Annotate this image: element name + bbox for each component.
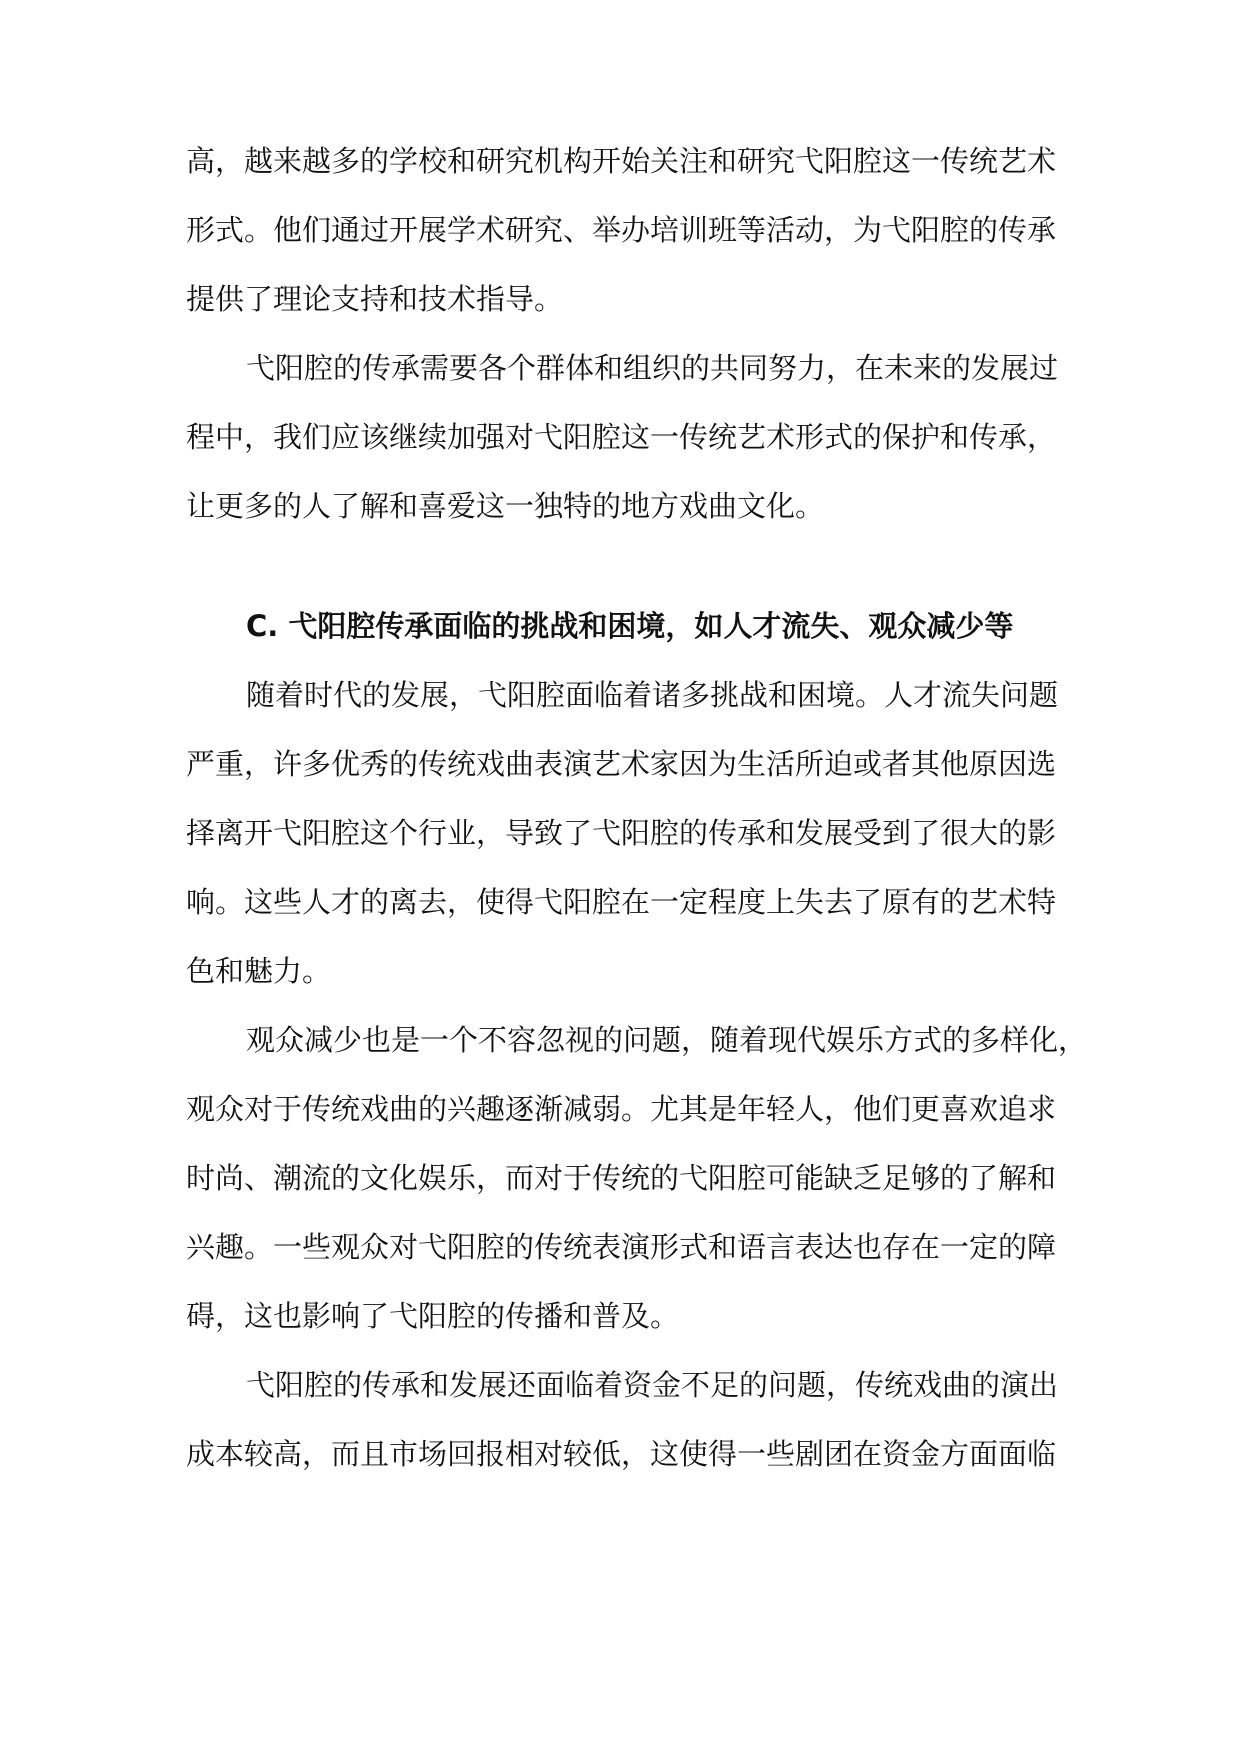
paragraph-line: 程中，我们应该继续加强对弋阳腔这一传统艺术形式的保护和传承， bbox=[186, 420, 1057, 454]
paragraph-line: 响。这些人才的离去，使得弋阳腔在一定程度上失去了原有的艺术特 bbox=[186, 885, 1057, 919]
paragraph-line: 提供了理论支持和技术指导。 bbox=[186, 282, 564, 316]
paragraph-line: 高，越来越多的学校和研究机构开始关注和研究弋阳腔这一传统艺术 bbox=[186, 144, 1057, 178]
paragraph-line: 择离开弋阳腔这个行业，导致了弋阳腔的传承和发展受到了很大的影 bbox=[186, 816, 1057, 850]
paragraph-line: 兴趣。一些观众对弋阳腔的传统表演形式和语言表达也存在一定的障 bbox=[186, 1230, 1057, 1264]
paragraph-line: 弋阳腔的传承和发展还面临着资金不足的问题，传统戏曲的演出 bbox=[246, 1368, 1059, 1402]
paragraph-line: 观众对于传统戏曲的兴趣逐渐减弱。尤其是年轻人，他们更喜欢追求 bbox=[186, 1092, 1057, 1126]
paragraph-line: 观众减少也是一个不容忽视的问题，随着现代娱乐方式的多样化， bbox=[246, 1023, 1088, 1057]
paragraph-line: 色和魅力。 bbox=[186, 954, 332, 988]
paragraph-line: 时尚、潮流的文化娱乐，而对于传统的弋阳腔可能缺乏足够的了解和 bbox=[186, 1161, 1057, 1195]
paragraph-line: 让更多的人了解和喜爱这一独特的地方戏曲文化。 bbox=[186, 489, 825, 523]
paragraph-line: 形式。他们通过开展学术研究、举办培训班等活动，为弋阳腔的传承 bbox=[186, 213, 1057, 247]
paragraph-line: 成本较高，而且市场回报相对较低，这使得一些剧团在资金方面面临 bbox=[186, 1437, 1057, 1471]
paragraph-line: 碍，这也影响了弋阳腔的传播和普及。 bbox=[186, 1299, 680, 1333]
paragraph-line: 严重，许多优秀的传统戏曲表演艺术家因为生活所迫或者其他原因选 bbox=[186, 747, 1057, 781]
paragraph-line: 弋阳腔的传承需要各个群体和组织的共同努力，在未来的发展过 bbox=[246, 351, 1059, 385]
section-heading: C. 弋阳腔传承面临的挑战和困境，如人才流失、观众减少等 bbox=[246, 609, 1014, 643]
paragraph-line: 随着时代的发展，弋阳腔面临着诸多挑战和困境。人才流失问题 bbox=[246, 678, 1059, 712]
